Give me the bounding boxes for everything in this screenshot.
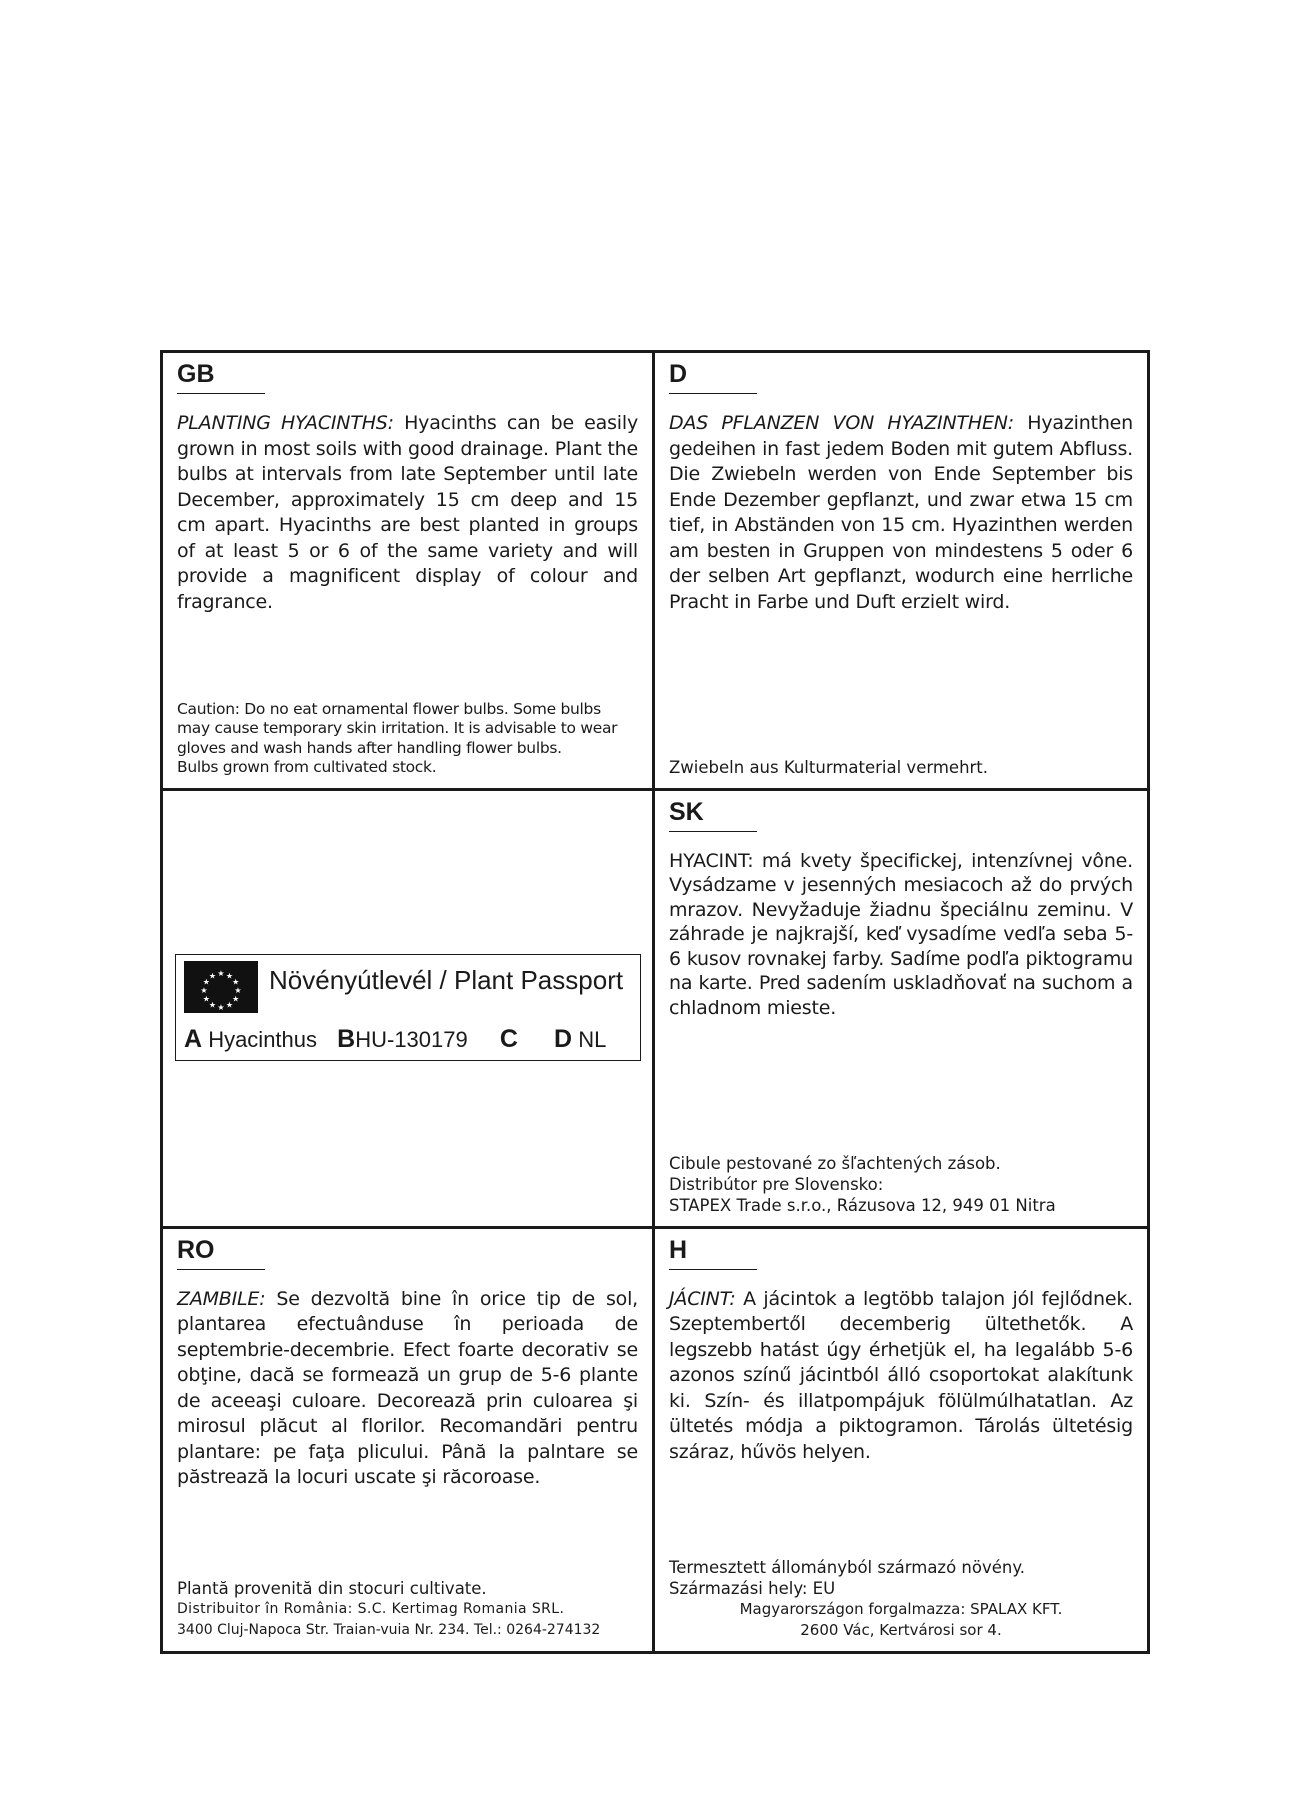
lead-h: JÁCINT:: [669, 1287, 736, 1310]
plant-passport-box: [175, 954, 641, 1061]
lead-sk: HYACINT:: [669, 849, 754, 872]
planting-text-sk: [669, 849, 1133, 1021]
language-code-d: D: [669, 360, 757, 394]
origin-h: Termesztett állományból származó növény.: [669, 1558, 1026, 1577]
svg-text:★: ★: [202, 977, 210, 987]
distributor-label-sk: Distribútor pre Slovensko:: [669, 1174, 884, 1194]
language-code-gb: GB: [177, 360, 265, 394]
footer-gb: [177, 700, 638, 778]
svg-text:★: ★: [234, 985, 242, 995]
text-gb: Hyacinths can be easily grown in most soils with good drainage. Plant the bulbs at intervals from late September until late December, approximately 15 cm deep and 15 cm apart. Hyacinths are best planted in groups of at least 5 or 6 of the same variety and will provide a magnificent display of colour and fragrance.: [177, 412, 638, 613]
text-sk: má kvety špecifickej, intenzívnej vône. Vysádzame v jesenných mesiacoch až do prvých mrazov. Nevyžaduje žiadnu špeciálnu zeminu. V záhrade je najkrajší, keď vysadíme vedľa seba 5-6 kusov rovnakej farby. Sadíme podľa piktogramu na karte. Pred sadením uskladňovať na suchom a chladnom mieste.: [669, 849, 1133, 1019]
language-code-h: H: [669, 1236, 757, 1270]
svg-text:★: ★: [217, 968, 225, 978]
field-c-label: C: [499, 1024, 518, 1053]
planting-text-ro: [177, 1287, 638, 1491]
section-plant-passport: [163, 791, 655, 1229]
planting-text-gb: [177, 411, 638, 615]
label-grid: [160, 350, 1150, 1654]
svg-text:★: ★: [232, 977, 240, 987]
plant-passport-fields: [184, 1025, 606, 1054]
origin-sk: Cibule pestované zo šľachtených zásob.: [669, 1153, 1001, 1173]
section-h: [655, 1229, 1147, 1651]
svg-text:★: ★: [225, 971, 234, 981]
svg-text:★: ★: [208, 971, 217, 981]
origin-gb: Bulbs grown from cultivated stock.: [177, 758, 437, 777]
language-code-ro: RO: [177, 1236, 265, 1270]
origin-place-h: Származási hely: EU: [669, 1579, 836, 1598]
lead-d: DAS PFLANZEN VON HYAZINTHEN:: [669, 412, 1014, 434]
distributor-h: Magyarországon forgalmazza: SPALAX KFT.: [739, 1600, 1063, 1618]
svg-text:★: ★: [217, 1002, 225, 1012]
lead-gb: PLANTING HYACINTHS:: [177, 412, 394, 434]
text-d: Hyazinthen gedeihen in fast jedem Boden mit gutem Abfluss. Die Zwiebeln werden von Ende September bis Ende Dezember gepflanzt, und zwar etwa 15 cm tief, in Abständen von 15 cm. Hyazinthen werden am besten in Gruppen von mindestens 5 oder 6 der selben Art gepflanzt, wodurch eine herrliche Pracht in Farbe und Duft erzielt wird.: [669, 412, 1133, 613]
planting-text-d: [669, 411, 1133, 615]
field-a-label: A: [184, 1024, 203, 1053]
svg-text:★: ★: [200, 985, 208, 995]
origin-ro: Plantă provenită din stocuri cultivate.: [177, 1579, 487, 1598]
field-a-value: Hyacinthus: [208, 1026, 318, 1052]
section-d: [655, 353, 1147, 791]
footer-h: [669, 1557, 1133, 1641]
origin-d: Zwiebeln aus Kulturmaterial vermehrt.: [669, 757, 989, 777]
distributor-ro: Distribuitor în România: S.C. Kertimag Romania SRL.: [177, 1601, 565, 1617]
svg-text:★: ★: [202, 994, 210, 1004]
field-d-label: D: [554, 1024, 573, 1053]
svg-text:★: ★: [232, 994, 240, 1004]
field-d-value: NL: [578, 1026, 607, 1052]
footer-d: [669, 757, 1133, 778]
section-ro: [163, 1229, 655, 1651]
text-ro: Se dezvoltă bine în orice tip de sol, plantarea efectuânduse în perioada de septembrie-decembrie. Efect foarte decorativ se obţine, dacă se formează un grup de 5-6 plante de aceeaşi culoare. Decorează prin culoarea şi mirosul plăcut al florilor. Recomandări pentru plantare: pe faţa plicului. Până la palntare se păstrează la locuri uscate şi răcoroase.: [177, 1287, 638, 1489]
section-sk: [655, 791, 1147, 1229]
distributor-address-ro: 3400 Cluj-Napoca Str. Traian-vuia Nr. 234. Tel.: 0264-274132: [177, 1622, 601, 1638]
footer-sk: [669, 1153, 1133, 1216]
lead-ro: ZAMBILE:: [177, 1287, 266, 1310]
plant-passport-title: Növényútlevél / Plant Passport: [269, 964, 624, 995]
field-b-value: HU-130179: [355, 1026, 468, 1052]
distributor-address-sk: STAPEX Trade s.r.o., Rázusova 12, 949 01 Nitra: [669, 1195, 1056, 1215]
section-gb: [163, 353, 655, 791]
planting-text-h: [669, 1287, 1133, 1466]
caution-gb: Caution: Do no eat ornamental flower bulbs. Some bulbs may cause temporary skin irritation. It is advisable to wear gloves and wash hands after handling flower bulbs.: [177, 699, 618, 757]
text-h: A jácintok a legtöbb talajon jól fejlődnek. Szeptembertől decemberig ültethetők. A legszebb hatást úgy érhetjük el, ha legalább 5-6 azonos színű jácintból álló csoportokat alakítunk ki. Szín- és illatpompájuk fölülmúlhatatlan. Az ültetés módja a piktogramon. Tárolás ültetésig száraz, hűvös helyen.: [669, 1287, 1133, 1463]
footer-ro: [177, 1578, 638, 1641]
svg-text:★: ★: [225, 1000, 234, 1010]
distributor-address-h: 2600 Vác, Kertvárosi sor 4.: [800, 1621, 1002, 1639]
field-b-label: B: [337, 1024, 356, 1053]
language-code-sk: SK: [669, 798, 757, 832]
eu-flag-icon: [184, 961, 258, 1013]
svg-text:★: ★: [208, 1000, 217, 1010]
